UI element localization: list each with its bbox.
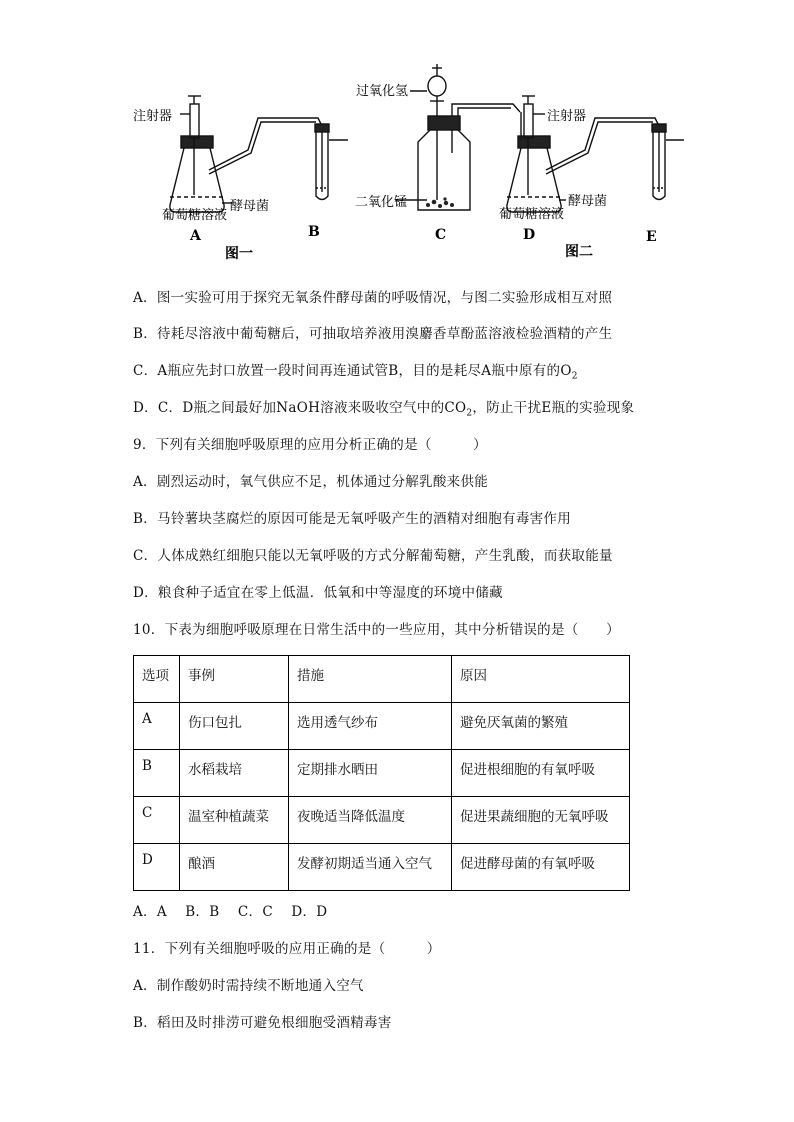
- syringe-a: [190, 104, 199, 138]
- header-cell: 事例: [180, 656, 289, 703]
- q10-choices: A．A B．B C．C D．D: [133, 904, 328, 920]
- table-cell: 避免厌氧菌的繁殖: [452, 703, 630, 750]
- table-header-row: [134, 656, 630, 703]
- label-a: A: [190, 228, 201, 244]
- q8-option-c-text: C．A瓶应先封口放置一段时间再连通试管B，目的是耗尽A瓶中原有的O: [133, 363, 572, 379]
- table-cell: 促进酵母菌的有氧呼吸: [452, 844, 630, 891]
- table-cell: 促进果蔬细胞的无氧呼吸: [452, 797, 630, 844]
- table-cell: 温室种植蔬菜: [180, 797, 289, 844]
- label-e: E: [646, 229, 657, 245]
- table-cell: 发酵初期适当通入空气: [289, 844, 452, 891]
- q8-option-d-sub: 2: [466, 408, 473, 419]
- q8-option-a: A．图一实验可用于探究无氧条件酵母菌的呼吸情况，与图二实验形成相互对照: [133, 290, 613, 306]
- label-syringe-right: 注射器: [547, 109, 587, 124]
- experiment-figure: [0, 0, 794, 270]
- header-cell: 原因: [452, 656, 630, 703]
- q8-option-d: [133, 396, 634, 419]
- q10-stem: 10．下表为细胞呼吸原理在日常生活中的一些应用，其中分析错误的是（ ）: [133, 622, 620, 638]
- fig1-caption: 图一: [225, 246, 253, 262]
- label-mno2: 二氧化锰: [355, 195, 408, 210]
- q9-option-d: D．粮食种子适宜在零上低温．低氧和中等湿度的环境中储藏: [133, 585, 503, 601]
- q8-option-d-post: ，防止干扰E瓶的实验现象: [472, 400, 635, 416]
- label-h2o2: 过氧化氢: [356, 84, 409, 99]
- table-cell: 伤口包扎: [180, 703, 289, 750]
- table-cell: 酿酒: [180, 844, 289, 891]
- q11-option-a: A．制作酸奶时需持续不断地通入空气: [133, 978, 364, 994]
- q10-table: [133, 655, 630, 891]
- label-yeast-right: 酵母菌: [568, 194, 608, 209]
- table-row: [134, 797, 630, 844]
- label-d: D: [523, 227, 536, 243]
- fig2-caption: 图二: [565, 244, 593, 260]
- table-row: [134, 844, 630, 891]
- label-c: C: [435, 227, 447, 243]
- q9-option-a: A．剧烈运动时，氧气供应不足，机体通过分解乳酸来供能: [133, 474, 489, 490]
- label-syringe-left: 注射器: [133, 109, 173, 124]
- table-cell: 定期排水晒田: [289, 750, 452, 797]
- header-cell: 措施: [289, 656, 452, 703]
- table-cell: D: [134, 844, 180, 891]
- q11-stem: 11．下列有关细胞呼吸的应用正确的是（ ）: [133, 941, 441, 957]
- q8-option-d-text: D．C．D瓶之间最好加NaOH溶液来吸收空气中的CO: [133, 400, 467, 416]
- q9-stem: 9．下列有关细胞呼吸原理的应用分析正确的是（ ）: [133, 437, 487, 453]
- label-glucose-right: 葡萄糖溶液: [499, 207, 565, 222]
- flask-d: [507, 148, 561, 212]
- flask-a: [170, 148, 224, 212]
- table-cell: 夜晚适当降低温度: [289, 797, 452, 844]
- table-row: [134, 750, 630, 797]
- syringe-d: [524, 104, 533, 138]
- table-cell: 水稻栽培: [180, 750, 289, 797]
- table-cell: B: [134, 750, 180, 797]
- q9-option-c: C．人体成熟红细胞只能以无氧呼吸的方式分解葡萄糖，产生乳酸，而获取能量: [133, 548, 613, 564]
- q8-option-b: B．待耗尽溶液中葡萄糖后，可抽取培养液用溴麝香草酚蓝溶液检验酒精的产生: [133, 326, 613, 342]
- q9-option-b: B．马铃薯块茎腐烂的原因可能是无氧呼吸产生的酒精对细胞有毒害作用: [133, 511, 572, 527]
- label-yeast-left: 酵母菌: [230, 199, 270, 214]
- q8-option-c-sub: 2: [571, 371, 578, 382]
- table-cell: A: [134, 703, 180, 750]
- table-cell: 选用透气纱布: [289, 703, 452, 750]
- label-glucose-left: 葡萄糖溶液: [162, 208, 228, 223]
- table-cell: 促进根细胞的有氧呼吸: [452, 750, 630, 797]
- table-row: [134, 703, 630, 750]
- q11-option-b: B．稻田及时排涝可避免根细胞受酒精毒害: [133, 1015, 392, 1031]
- label-b: B: [308, 224, 320, 240]
- header-cell: 选项: [134, 656, 180, 703]
- q8-option-c: [133, 359, 578, 382]
- table-cell: C: [134, 797, 180, 844]
- stopper-c: [428, 116, 460, 130]
